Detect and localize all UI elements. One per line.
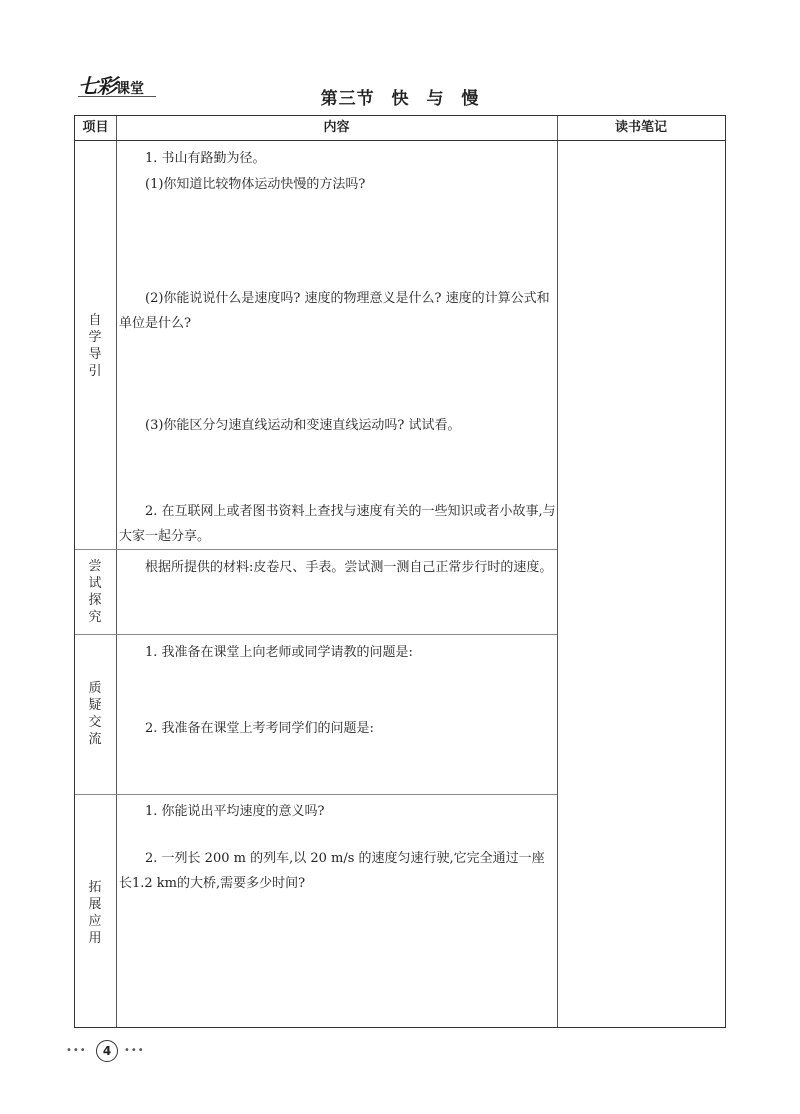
- extend-line-2: 2. 一列长 200 m 的列车,以 20 m/s 的速度匀速行驶,它完全通过一座长1.2 km的大桥,需要多少时间?: [119, 851, 545, 891]
- page-number: 4: [96, 1040, 118, 1062]
- extend-line-1: 1. 你能说出平均速度的意义吗?: [145, 804, 325, 819]
- header-divider: [75, 140, 725, 141]
- footer-dots-right: •••: [124, 1045, 145, 1056]
- self-study-question-3: (3)你能区分匀速直线运动和变速直线运动吗? 试试看。: [145, 418, 461, 433]
- section-label-self-study: 自 学 导 引: [88, 313, 102, 379]
- self-study-line-2: 2. 在互联网上或者图书资料上查找与速度有关的一些知识或者小故事,与大家一起分享。: [119, 504, 556, 544]
- page-title: 第三节 快 与 慢: [320, 89, 480, 109]
- header-notes: 读书笔记: [614, 120, 667, 135]
- study-table: [74, 115, 726, 1028]
- section-divider: [75, 634, 557, 635]
- question-line-2: 2. 我准备在课堂上考考同学们的问题是:: [145, 721, 374, 736]
- section-label-question: 质 疑 交 流: [88, 681, 102, 747]
- logo-brand: 七彩: [78, 74, 116, 98]
- column-divider: [557, 116, 558, 1027]
- section-label-explore: 尝 试 探 究: [88, 559, 102, 625]
- footer-dots-left: •••: [66, 1045, 87, 1056]
- explore-text: 根据所提供的材料:皮卷尺、手表。尝试测一测自己正常步行时的速度。: [145, 560, 553, 575]
- header-content: 内容: [323, 120, 350, 135]
- header-item: 项目: [82, 120, 109, 135]
- self-study-question-2: (2)你能说说什么是速度吗? 速度的物理意义是什么? 速度的计算公式和单位是什么?: [119, 291, 550, 331]
- column-divider: [116, 116, 117, 1027]
- self-study-question-1: (1)你知道比较物体运动快慢的方法吗?: [145, 177, 366, 192]
- section-divider: [75, 549, 557, 550]
- section-label-extend: 拓 展 应 用: [88, 880, 102, 946]
- question-line-1: 1. 我准备在课堂上向老师或同学请教的问题是:: [145, 645, 413, 660]
- self-study-line-1: 1. 书山有路勤为径。: [145, 151, 266, 166]
- logo-sub: 课堂: [116, 81, 144, 97]
- section-divider: [75, 794, 557, 795]
